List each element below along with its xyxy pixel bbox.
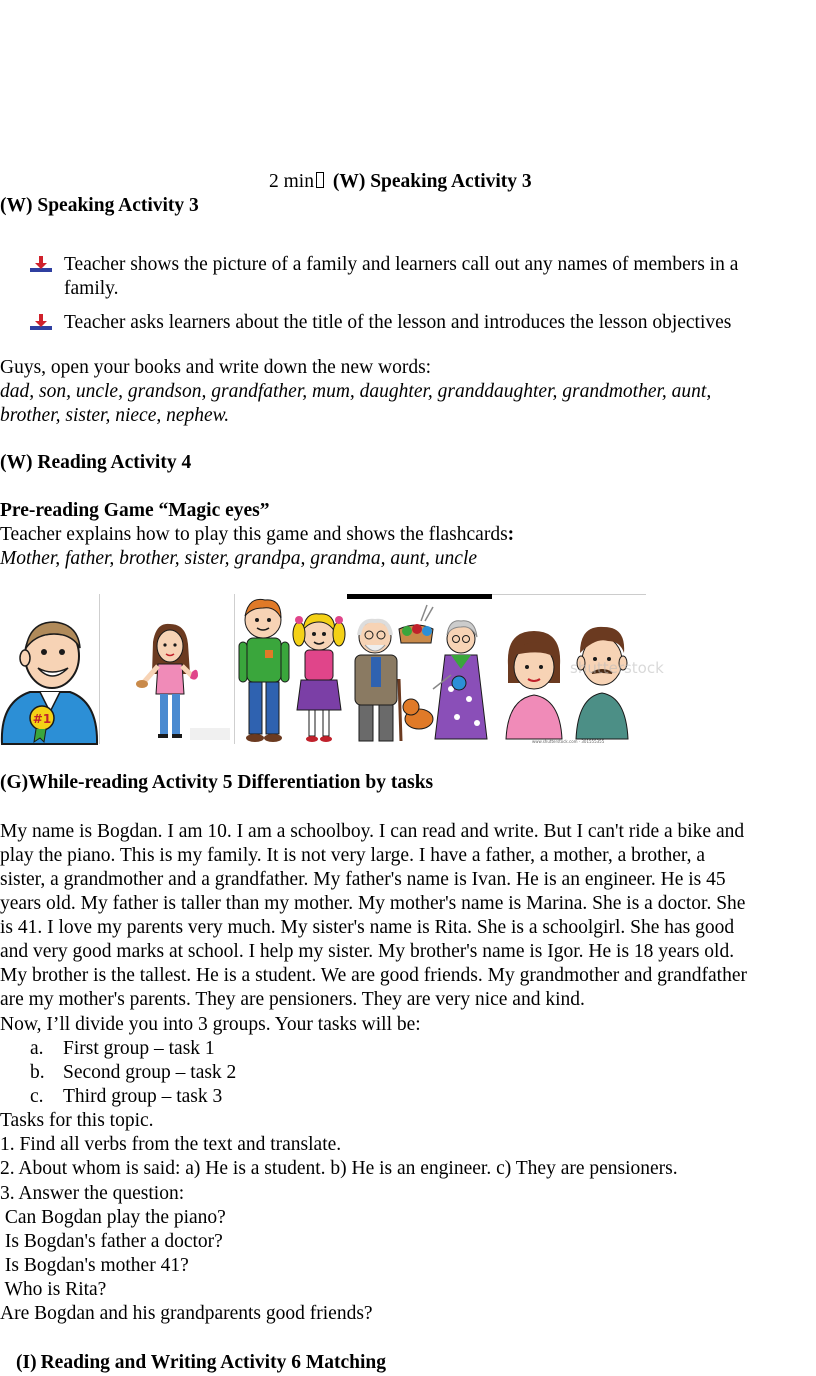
game-explanation-text: Teacher explains how to play this game and shows the flashcards (0, 524, 508, 545)
game-title: Pre-reading Game “Magic eyes” (0, 500, 270, 521)
group-text: Third group – task 3 (63, 1086, 223, 1107)
group-text: Second group – task 2 (63, 1062, 237, 1083)
group-text: First group – task 1 (63, 1038, 215, 1059)
story-line: sister, a grandmother and a grandfather. My father's name is Ivan. He is an engineer. He is 45 (0, 869, 726, 890)
missing-glyph-marker (316, 172, 324, 188)
tasks-title: Tasks for this topic. (0, 1110, 154, 1131)
task-item: 2. About whom is said: a) He is a student. b) He is an engineer. c) They are pensioners. (0, 1158, 678, 1179)
story-line: are my mother's parents. They are pensioners. They are very nice and kind. (0, 989, 585, 1010)
group-list-item (30, 1061, 236, 1085)
question-item: Who is Rita? (0, 1279, 107, 1300)
watermark-text: shutterstock (570, 659, 664, 677)
story-line: My name is Bogdan. I am 10. I am a schoolboy. I can read and write. But I can't ride a bike and (0, 821, 745, 842)
new-words-instruction: Guys, open your books and write down the new words: (0, 357, 432, 378)
game-explanation (0, 523, 514, 547)
story-line: years old. My father is taller than my mother. My mother's name is Marina. She is a doctor. She (0, 893, 746, 914)
bullet-2-text: Teacher asks learners about the title of the lesson and introduces the lesson objectives (64, 312, 732, 333)
flashcard-father-image (0, 594, 99, 746)
new-words-list-line2: brother, sister, niece, nephew. (0, 405, 230, 426)
arrow-bullet-icon (30, 256, 52, 274)
arrow-bullet-icon (30, 314, 52, 332)
question-item: Is Bogdan's father a doctor? (0, 1231, 223, 1252)
story-line: and very good marks at school. I help my sister. My brother's name is Igor. He is 18 years old. (0, 941, 735, 962)
group-label: b. (30, 1062, 45, 1083)
group-list-item (30, 1037, 215, 1061)
story-line: My brother is the tallest. He is a student. We are good friends. My grandmother and grandfather (0, 965, 747, 986)
question-item: Can Bogdan play the piano? (0, 1207, 226, 1228)
section-prefix: (I) (16, 1352, 37, 1373)
flashcard-words: Mother, father, brother, sister, grandpa, grandma, aunt, uncle (0, 548, 478, 569)
section-title-reading: (W) Reading Activity 4 (0, 452, 192, 473)
question-item: Are Bogdan and his grandparents good friends? (0, 1303, 373, 1324)
badge-label: #1 (32, 712, 52, 726)
bullet-1-line2: family. (64, 278, 119, 299)
section-title-speaking: (W) Speaking Activity 3 (0, 195, 199, 216)
question-item: Is Bogdan's mother 41? (0, 1255, 189, 1276)
groups-intro: Now, I’ll divide you into 3 groups. Your tasks will be: (0, 1014, 421, 1035)
group-label: a. (30, 1038, 44, 1059)
flashcard-brother-sister-image (235, 594, 347, 746)
image-credit: www.shutterstock.com · 301555355 (532, 739, 605, 744)
flashcard-grandparents-image (347, 594, 492, 746)
section-title-matching (16, 1351, 386, 1375)
duration-text: 2 min (269, 171, 314, 192)
story-line: is 41. I love my parents very much. My sister's name is Rita. She is a schoolgirl. She has good (0, 917, 735, 938)
task-item: 3. Answer the question: (0, 1183, 185, 1204)
header-activity-title: (W) Speaking Activity 3 (332, 171, 532, 192)
flashcard-mother-image (100, 594, 234, 746)
group-label: c. (30, 1086, 44, 1107)
flashcard-aunt-uncle-image (492, 594, 664, 746)
section-matching-title: Reading and Writing Activity 6 Matching (40, 1352, 387, 1373)
bullet-1-line1: Teacher shows the picture of a family and learners call out any names of members in a (64, 254, 739, 275)
story-line: play the piano. This is my family. It is not very large. I have a father, a mother, a brother, a (0, 845, 706, 866)
task-item: 1. Find all verbs from the text and translate. (0, 1134, 342, 1155)
header-line (269, 170, 532, 194)
group-list-item (30, 1085, 222, 1109)
new-words-list-line1: dad, son, uncle, grandson, grandfather, mum, daughter, granddaughter, grandmother, aunt, (0, 381, 712, 402)
game-explanation-colon: : (507, 524, 515, 545)
section-title-while-reading: (G)While-reading Activity 5 Differentiation by tasks (0, 772, 434, 793)
